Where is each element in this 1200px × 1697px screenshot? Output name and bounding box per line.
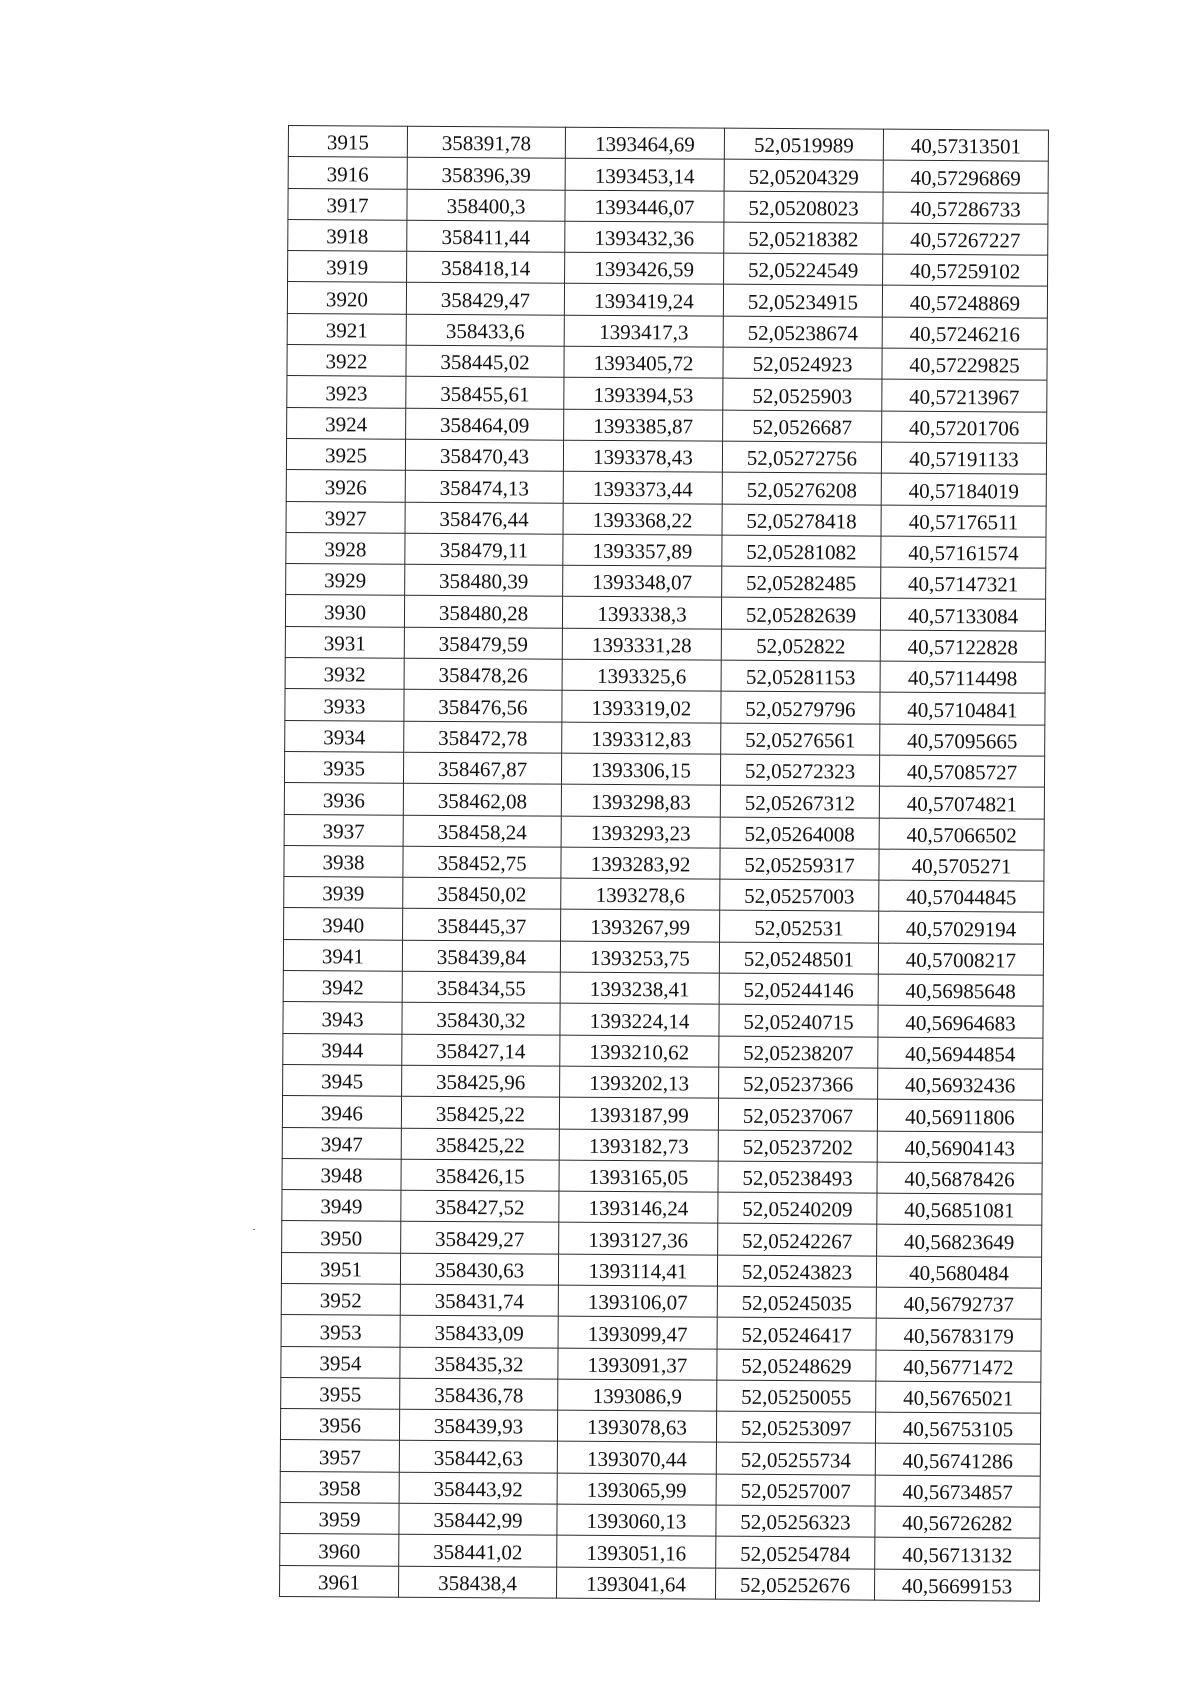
y-coordinate-cell: 1393099,47 <box>558 1316 717 1348</box>
latitude-cell: 52,05257003 <box>720 879 879 911</box>
longitude-cell: 40,56904143 <box>877 1131 1042 1163</box>
table-row <box>281 1283 1041 1319</box>
x-coordinate-cell: 358411,44 <box>407 220 565 252</box>
y-coordinate-cell: 1393419,24 <box>564 284 723 316</box>
longitude-cell: 40,56753105 <box>875 1412 1040 1444</box>
longitude-cell: 40,56783179 <box>876 1318 1041 1350</box>
latitude-cell: 52,05253097 <box>716 1411 875 1443</box>
x-coordinate-cell: 358476,44 <box>405 502 563 534</box>
longitude-cell: 40,57114498 <box>880 661 1045 693</box>
point-number-cell: 3940 <box>284 908 403 940</box>
point-number-cell: 3927 <box>286 501 405 533</box>
point-number-cell: 3936 <box>284 783 403 815</box>
latitude-cell: 52,05276561 <box>721 723 880 755</box>
table-row <box>282 1158 1042 1194</box>
longitude-cell: 40,57133084 <box>880 599 1045 631</box>
longitude-cell: 40,57074821 <box>879 786 1044 818</box>
latitude-cell: 52,05237067 <box>718 1098 877 1130</box>
latitude-cell: 52,05238493 <box>718 1161 877 1193</box>
latitude-cell: 52,05276208 <box>722 472 881 504</box>
table-row <box>284 783 1044 819</box>
latitude-cell: 52,0524923 <box>723 347 882 379</box>
y-coordinate-cell: 1393114,41 <box>558 1254 717 1286</box>
latitude-cell: 52,0519989 <box>724 128 883 160</box>
point-number-cell: 3945 <box>283 1064 402 1096</box>
latitude-cell: 52,05244146 <box>719 973 878 1005</box>
point-number-cell: 3943 <box>283 1002 402 1034</box>
latitude-cell: 52,05272756 <box>722 441 881 473</box>
y-coordinate-cell: 1393348,07 <box>563 565 722 597</box>
x-coordinate-cell: 358455,61 <box>406 377 564 409</box>
x-coordinate-cell: 358426,15 <box>401 1159 559 1191</box>
longitude-cell: 40,56944854 <box>878 1037 1043 1069</box>
point-number-cell: 3929 <box>286 564 405 596</box>
x-coordinate-cell: 358433,09 <box>400 1315 558 1347</box>
table-row <box>286 564 1046 600</box>
point-number-cell: 3960 <box>280 1534 399 1566</box>
x-coordinate-cell: 358425,22 <box>401 1128 559 1160</box>
latitude-cell: 52,05256323 <box>716 1505 875 1537</box>
x-coordinate-cell: 358450,02 <box>403 877 561 909</box>
y-coordinate-cell: 1393319,02 <box>562 691 721 723</box>
table-row <box>285 595 1045 631</box>
latitude-cell: 52,05238207 <box>719 1036 878 1068</box>
latitude-cell: 52,0525903 <box>723 379 882 411</box>
longitude-cell: 40,56765021 <box>876 1381 1041 1413</box>
x-coordinate-cell: 358425,22 <box>401 1096 559 1128</box>
longitude-cell: 40,57184019 <box>881 473 1046 505</box>
longitude-cell: 40,57147321 <box>881 567 1046 599</box>
latitude-cell: 52,05257007 <box>716 1474 875 1506</box>
table-row <box>283 939 1043 975</box>
table-row <box>282 1127 1042 1163</box>
x-coordinate-cell: 358480,39 <box>405 564 563 596</box>
table-row <box>281 1252 1041 1288</box>
point-number-cell: 3928 <box>286 532 405 564</box>
y-coordinate-cell: 1393373,44 <box>563 471 722 503</box>
y-coordinate-cell: 1393464,69 <box>565 127 724 159</box>
y-coordinate-cell: 1393210,62 <box>560 1035 719 1067</box>
longitude-cell: 40,56823649 <box>877 1225 1042 1257</box>
latitude-cell: 52,05237366 <box>719 1067 878 1099</box>
latitude-cell: 52,05208023 <box>724 191 883 223</box>
x-coordinate-cell: 358425,96 <box>402 1065 560 1097</box>
point-number-cell: 3956 <box>280 1409 399 1441</box>
longitude-cell: 40,57095665 <box>880 724 1045 756</box>
table-row <box>280 1565 1040 1601</box>
y-coordinate-cell: 1393127,36 <box>559 1223 718 1255</box>
latitude-cell: 52,05272323 <box>720 754 879 786</box>
longitude-cell: 40,56964683 <box>878 1005 1043 1037</box>
latitude-cell: 52,05218382 <box>724 222 883 254</box>
x-coordinate-cell: 358464,09 <box>406 408 564 440</box>
y-coordinate-cell: 1393065,99 <box>557 1473 716 1505</box>
point-number-cell: 3951 <box>281 1252 400 1284</box>
table-row <box>282 1190 1042 1226</box>
y-coordinate-cell: 1393338,3 <box>562 597 721 629</box>
x-coordinate-cell: 358478,26 <box>404 658 562 690</box>
table-row <box>283 1033 1043 1069</box>
coordinates-table-body <box>280 126 1049 1602</box>
latitude-cell: 52,05234915 <box>723 285 882 317</box>
table-row <box>285 720 1045 756</box>
x-coordinate-cell: 358427,52 <box>401 1190 559 1222</box>
table-row <box>280 1440 1040 1476</box>
y-coordinate-cell: 1393051,16 <box>557 1536 716 1568</box>
x-coordinate-cell: 358435,32 <box>400 1347 558 1379</box>
latitude-cell: 52,052531 <box>720 911 879 943</box>
point-number-cell: 3926 <box>286 470 405 502</box>
y-coordinate-cell: 1393146,24 <box>559 1191 718 1223</box>
table-row <box>288 219 1048 255</box>
longitude-cell: 40,57191133 <box>881 442 1046 474</box>
x-coordinate-cell: 358479,59 <box>404 627 562 659</box>
latitude-cell: 52,05243823 <box>717 1255 876 1287</box>
y-coordinate-cell: 1393426,59 <box>565 252 724 284</box>
longitude-cell: 40,56741286 <box>875 1444 1040 1476</box>
table-row <box>286 438 1046 474</box>
longitude-cell: 40,56985648 <box>878 974 1043 1006</box>
point-number-cell: 3931 <box>285 626 404 658</box>
point-number-cell: 3938 <box>284 845 403 877</box>
longitude-cell: 40,57122828 <box>880 630 1045 662</box>
longitude-cell: 40,57213967 <box>882 380 1047 412</box>
table-row <box>280 1409 1040 1445</box>
y-coordinate-cell: 1393165,05 <box>559 1160 718 1192</box>
latitude-cell: 52,05252676 <box>716 1568 875 1600</box>
longitude-cell: 40,56851081 <box>877 1193 1042 1225</box>
y-coordinate-cell: 1393394,53 <box>564 378 723 410</box>
table-row <box>286 532 1046 568</box>
longitude-cell: 40,56734857 <box>875 1475 1040 1507</box>
x-coordinate-cell: 358441,02 <box>399 1535 557 1567</box>
point-number-cell: 3944 <box>283 1033 402 1065</box>
y-coordinate-cell: 1393078,63 <box>557 1410 716 1442</box>
table-row <box>285 658 1045 694</box>
point-number-cell: 3955 <box>281 1377 400 1409</box>
point-number-cell: 3919 <box>288 251 407 283</box>
table-row <box>282 1221 1042 1257</box>
x-coordinate-cell: 358433,6 <box>406 314 564 346</box>
point-number-cell: 3934 <box>285 720 404 752</box>
table-row <box>285 626 1045 662</box>
y-coordinate-cell: 1393106,07 <box>558 1285 717 1317</box>
table-row <box>281 1346 1041 1382</box>
x-coordinate-cell: 358480,28 <box>404 596 562 628</box>
x-coordinate-cell: 358445,02 <box>406 345 564 377</box>
latitude-cell: 52,05246417 <box>717 1317 876 1349</box>
longitude-cell: 40,56932436 <box>878 1068 1043 1100</box>
table-row <box>287 345 1047 381</box>
y-coordinate-cell: 1393070,44 <box>557 1442 716 1474</box>
latitude-cell: 52,05248501 <box>719 942 878 974</box>
point-number-cell: 3916 <box>288 157 407 189</box>
table-row <box>283 1002 1043 1038</box>
longitude-cell: 40,57029194 <box>879 912 1044 944</box>
x-coordinate-cell: 358429,27 <box>401 1222 559 1254</box>
latitude-cell: 52,05279796 <box>721 691 880 723</box>
longitude-cell: 40,57066502 <box>879 818 1044 850</box>
y-coordinate-cell: 1393417,3 <box>564 315 723 347</box>
y-coordinate-cell: 1393202,13 <box>560 1066 719 1098</box>
y-coordinate-cell: 1393041,64 <box>557 1567 716 1599</box>
point-number-cell: 3948 <box>282 1158 401 1190</box>
point-number-cell: 3946 <box>282 1096 401 1128</box>
x-coordinate-cell: 358438,4 <box>399 1566 557 1598</box>
y-coordinate-cell: 1393293,23 <box>561 816 720 848</box>
longitude-cell: 40,57104841 <box>880 692 1045 724</box>
y-coordinate-cell: 1393267,99 <box>561 910 720 942</box>
y-coordinate-cell: 1393224,14 <box>560 1003 719 1035</box>
x-coordinate-cell: 358442,99 <box>399 1503 557 1535</box>
point-number-cell: 3924 <box>287 407 406 439</box>
point-number-cell: 3917 <box>288 188 407 220</box>
point-number-cell: 3930 <box>285 595 404 627</box>
latitude-cell: 52,05267312 <box>720 785 879 817</box>
latitude-cell: 52,05259317 <box>720 848 879 880</box>
y-coordinate-cell: 1393405,72 <box>564 346 723 378</box>
point-number-cell: 3922 <box>287 345 406 377</box>
table-row <box>283 971 1043 1007</box>
longitude-cell: 40,57296869 <box>883 160 1048 192</box>
latitude-cell: 52,05224549 <box>724 253 883 285</box>
longitude-cell: 40,57229825 <box>882 348 1047 380</box>
latitude-cell: 52,05250055 <box>717 1380 876 1412</box>
y-coordinate-cell: 1393357,89 <box>563 534 722 566</box>
x-coordinate-cell: 358430,32 <box>402 1003 560 1035</box>
x-coordinate-cell: 358429,47 <box>406 283 564 315</box>
point-number-cell: 3958 <box>280 1471 399 1503</box>
point-number-cell: 3932 <box>285 658 404 690</box>
longitude-cell: 40,57267227 <box>883 223 1048 255</box>
point-number-cell: 3953 <box>281 1315 400 1347</box>
x-coordinate-cell: 358474,13 <box>405 470 563 502</box>
latitude-cell: 52,05281082 <box>722 535 881 567</box>
table-row <box>280 1503 1040 1539</box>
table-row <box>281 1315 1041 1351</box>
table-row <box>284 908 1044 944</box>
point-number-cell: 3959 <box>280 1503 399 1535</box>
x-coordinate-cell: 358396,39 <box>407 158 565 190</box>
longitude-cell: 40,57085727 <box>879 755 1044 787</box>
x-coordinate-cell: 358462,08 <box>403 783 561 815</box>
table-row <box>287 407 1047 443</box>
y-coordinate-cell: 1393298,83 <box>561 784 720 816</box>
x-coordinate-cell: 358430,63 <box>400 1253 558 1285</box>
y-coordinate-cell: 1393331,28 <box>562 628 721 660</box>
point-number-cell: 3952 <box>281 1283 400 1315</box>
x-coordinate-cell: 358443,92 <box>399 1472 557 1504</box>
table-row <box>286 470 1046 506</box>
y-coordinate-cell: 1393182,73 <box>559 1129 718 1161</box>
table-row <box>288 188 1048 224</box>
table-row <box>285 689 1045 725</box>
longitude-cell: 40,56792737 <box>876 1287 1041 1319</box>
point-number-cell: 3961 <box>280 1565 399 1597</box>
latitude-cell: 52,05245035 <box>717 1286 876 1318</box>
point-number-cell: 3933 <box>285 689 404 721</box>
latitude-cell: 52,05278418 <box>722 504 881 536</box>
longitude-cell: 40,57044845 <box>879 880 1044 912</box>
table-row <box>287 376 1047 412</box>
y-coordinate-cell: 1393378,43 <box>563 440 722 472</box>
latitude-cell: 52,05255734 <box>716 1443 875 1475</box>
longitude-cell: 40,57008217 <box>878 943 1043 975</box>
longitude-cell: 40,57259102 <box>883 254 1048 286</box>
point-number-cell: 3915 <box>288 126 407 158</box>
y-coordinate-cell: 1393385,87 <box>564 409 723 441</box>
x-coordinate-cell: 358479,11 <box>405 533 563 565</box>
longitude-cell: 40,5705271 <box>879 849 1044 881</box>
y-coordinate-cell: 1393432,36 <box>565 221 724 253</box>
point-number-cell: 3920 <box>287 282 406 314</box>
latitude-cell: 52,05248629 <box>717 1349 876 1381</box>
latitude-cell: 52,05282485 <box>722 566 881 598</box>
table-row <box>284 877 1044 913</box>
point-number-cell: 3921 <box>287 313 406 345</box>
latitude-cell: 52,05237202 <box>718 1130 877 1162</box>
y-coordinate-cell: 1393086,9 <box>558 1379 717 1411</box>
table-row <box>288 251 1048 287</box>
table-row <box>287 282 1047 318</box>
table-row <box>286 501 1046 537</box>
x-coordinate-cell: 358431,74 <box>400 1284 558 1316</box>
longitude-cell: 40,56713132 <box>875 1537 1040 1569</box>
scan-speck <box>253 1229 255 1230</box>
x-coordinate-cell: 358400,3 <box>407 189 565 221</box>
point-number-cell: 3942 <box>283 971 402 1003</box>
table-row <box>284 845 1044 881</box>
y-coordinate-cell: 1393306,15 <box>561 753 720 785</box>
point-number-cell: 3949 <box>282 1190 401 1222</box>
latitude-cell: 52,05240715 <box>719 1004 878 1036</box>
x-coordinate-cell: 358476,56 <box>404 690 562 722</box>
point-number-cell: 3935 <box>284 751 403 783</box>
longitude-cell: 40,57313501 <box>883 129 1048 161</box>
longitude-cell: 40,57176511 <box>881 505 1046 537</box>
x-coordinate-cell: 358470,43 <box>405 439 563 471</box>
x-coordinate-cell: 358458,24 <box>403 815 561 847</box>
x-coordinate-cell: 358439,93 <box>399 1409 557 1441</box>
x-coordinate-cell: 358442,63 <box>399 1441 557 1473</box>
latitude-cell: 52,05264008 <box>720 817 879 849</box>
y-coordinate-cell: 1393091,37 <box>558 1348 717 1380</box>
latitude-cell: 52,052822 <box>721 629 880 661</box>
point-number-cell: 3941 <box>283 939 402 971</box>
y-coordinate-cell: 1393238,41 <box>560 972 719 1004</box>
table-row <box>288 126 1048 162</box>
point-number-cell: 3950 <box>282 1221 401 1253</box>
table-row <box>280 1471 1040 1507</box>
y-coordinate-cell: 1393312,83 <box>562 722 721 754</box>
point-number-cell: 3939 <box>284 877 403 909</box>
latitude-cell: 52,05242267 <box>718 1224 877 1256</box>
latitude-cell: 52,05240209 <box>718 1192 877 1224</box>
longitude-cell: 40,57248869 <box>882 286 1047 318</box>
table-row <box>288 157 1048 193</box>
longitude-cell: 40,56911806 <box>877 1099 1042 1131</box>
point-number-cell: 3923 <box>287 376 406 408</box>
point-number-cell: 3925 <box>286 438 405 470</box>
x-coordinate-cell: 358452,75 <box>403 846 561 878</box>
longitude-cell: 40,56726282 <box>875 1506 1040 1538</box>
point-number-cell: 3947 <box>282 1127 401 1159</box>
point-number-cell: 3957 <box>280 1440 399 1472</box>
x-coordinate-cell: 358434,55 <box>402 971 560 1003</box>
longitude-cell: 40,56699153 <box>875 1569 1040 1601</box>
x-coordinate-cell: 358418,14 <box>407 251 565 283</box>
table-row <box>284 751 1044 787</box>
latitude-cell: 52,05281153 <box>721 660 880 692</box>
x-coordinate-cell: 358467,87 <box>403 752 561 784</box>
latitude-cell: 52,0526687 <box>723 410 882 442</box>
y-coordinate-cell: 1393060,13 <box>557 1504 716 1536</box>
longitude-cell: 40,57246216 <box>882 317 1047 349</box>
longitude-cell: 40,5680484 <box>876 1256 1041 1288</box>
latitude-cell: 52,05238674 <box>723 316 882 348</box>
table-row <box>281 1377 1041 1413</box>
latitude-cell: 52,05282639 <box>721 598 880 630</box>
longitude-cell: 40,56878426 <box>877 1162 1042 1194</box>
longitude-cell: 40,57161574 <box>881 536 1046 568</box>
y-coordinate-cell: 1393325,6 <box>562 659 721 691</box>
x-coordinate-cell: 358436,78 <box>400 1378 558 1410</box>
latitude-cell: 52,05254784 <box>716 1536 875 1568</box>
x-coordinate-cell: 358391,78 <box>407 126 565 158</box>
x-coordinate-cell: 358427,14 <box>402 1034 560 1066</box>
coordinates-table <box>279 125 1049 1602</box>
table-row <box>284 814 1044 850</box>
y-coordinate-cell: 1393253,75 <box>560 941 719 973</box>
table-row <box>280 1534 1040 1570</box>
longitude-cell: 40,56771472 <box>876 1350 1041 1382</box>
point-number-cell: 3954 <box>281 1346 400 1378</box>
y-coordinate-cell: 1393278,6 <box>561 878 720 910</box>
y-coordinate-cell: 1393446,07 <box>565 190 724 222</box>
table-row <box>283 1064 1043 1100</box>
table-row <box>282 1096 1042 1132</box>
x-coordinate-cell: 358472,78 <box>404 721 562 753</box>
y-coordinate-cell: 1393283,92 <box>561 847 720 879</box>
y-coordinate-cell: 1393368,22 <box>563 503 722 535</box>
x-coordinate-cell: 358445,37 <box>403 909 561 941</box>
point-number-cell: 3918 <box>288 219 407 251</box>
latitude-cell: 52,05204329 <box>724 159 883 191</box>
x-coordinate-cell: 358439,84 <box>402 940 560 972</box>
y-coordinate-cell: 1393453,14 <box>565 158 724 190</box>
table-row <box>287 313 1047 349</box>
y-coordinate-cell: 1393187,99 <box>559 1097 718 1129</box>
point-number-cell: 3937 <box>284 814 403 846</box>
longitude-cell: 40,57201706 <box>882 411 1047 443</box>
longitude-cell: 40,57286733 <box>883 192 1048 224</box>
